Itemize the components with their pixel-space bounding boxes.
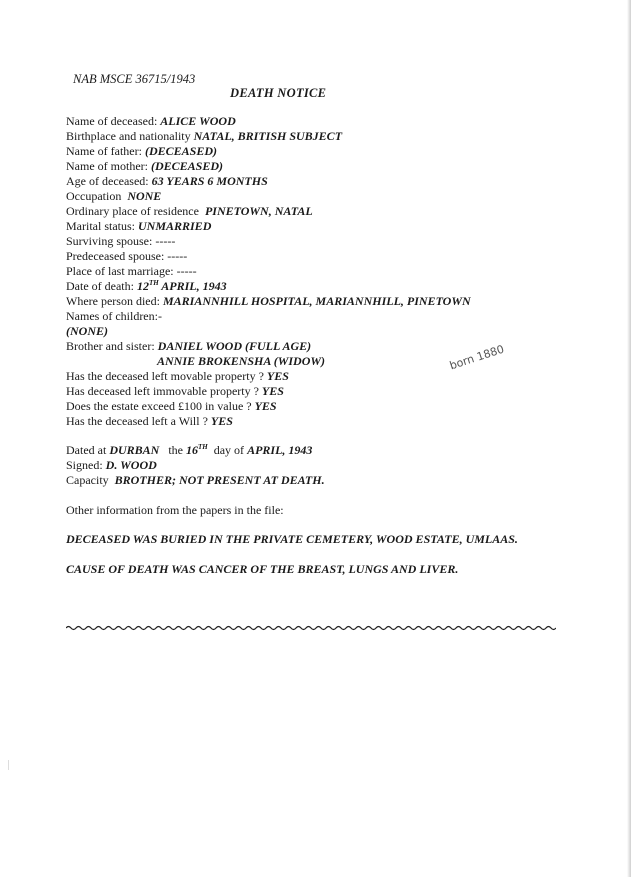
capacity-value: BROTHER; NOT PRESENT AT DEATH. (114, 473, 325, 487)
children-value: (NONE) (66, 324, 108, 338)
death-date-value: 12TH APRIL, 1943 (136, 279, 227, 293)
occupation-line (66, 189, 161, 204)
dated-day: 16TH (186, 443, 208, 457)
age-value: 63 YEARS 6 MONTHS (151, 174, 268, 188)
sibling-2-value: ANNIE BROKENSHA (WIDOW) (157, 354, 326, 368)
signed-line (66, 458, 157, 473)
scan-speck (8, 760, 9, 770)
age-line (66, 174, 268, 189)
immovable-property-line (66, 384, 284, 399)
will-line (66, 414, 233, 429)
birthplace-line (66, 129, 342, 144)
immovable-value: YES (261, 384, 284, 398)
other-info-intro: Other information from the papers in the file: (66, 503, 284, 517)
father-label: Name of father: (66, 144, 142, 158)
mother-value: (DECEASED) (150, 159, 224, 173)
movable-value: YES (266, 369, 289, 383)
capacity-line (66, 473, 325, 488)
dated-date: APRIL, 1943 (247, 443, 313, 457)
birthplace-label: Birthplace and nationality (66, 129, 191, 143)
signed-value: D. WOOD (105, 458, 157, 472)
place-of-death-label: Where person died: (66, 294, 160, 308)
dated-line: Dated at DURBAN the 16TH day of APRIL, 1943 (66, 443, 313, 457)
sibling-1-value: DANIEL WOOD (FULL AGE) (157, 339, 312, 353)
marital-value: UNMARRIED (138, 219, 212, 233)
death-date-label: Date of death: (66, 279, 134, 293)
wavy-divider (66, 624, 556, 632)
handwritten-note: born 1880 (448, 342, 506, 373)
burial-note: DECEASED WAS BURIED IN THE PRIVATE CEMETERY, WOOD ESTATE, UMLAAS. (66, 532, 518, 546)
document-title: DEATH NOTICE (230, 86, 327, 100)
name-label: Name of deceased: (66, 114, 158, 128)
movable-property-line (66, 369, 289, 384)
scan-edge-shadow (627, 0, 631, 877)
birthplace-value: NATAL, BRITISH SUBJECT (193, 129, 343, 143)
siblings-line (66, 339, 311, 354)
dated-place: DURBAN (109, 443, 160, 457)
age-label: Age of deceased: (66, 174, 149, 188)
father-line (66, 144, 217, 159)
mother-label: Name of mother: (66, 159, 148, 173)
siblings-label: Brother and sister: (66, 339, 155, 353)
place-of-death-line (66, 294, 471, 309)
place-of-death-value: MARIANNHILL HOSPITAL, MARIANNHILL, PINETOWN (162, 294, 471, 308)
surviving-spouse-line: Surviving spouse: ----- (66, 234, 176, 248)
will-label: Has the deceased left a Will ? (66, 414, 208, 428)
capacity-label: Capacity (66, 473, 109, 487)
movable-label: Has the deceased left movable property ? (66, 369, 264, 383)
last-marriage-line: Place of last marriage: ----- (66, 264, 197, 278)
name-line (66, 114, 236, 129)
predeceased-spouse-line: Predeceased spouse: ----- (66, 249, 188, 263)
estate-value: YES (254, 399, 277, 413)
estate-label: Does the estate exceed £100 in value ? (66, 399, 252, 413)
death-date-line (66, 279, 227, 294)
residence-label: Ordinary place of residence (66, 204, 199, 218)
cause-of-death-note: CAUSE OF DEATH WAS CANCER OF THE BREAST, LUNGS AND LIVER. (66, 562, 459, 576)
children-label: Names of children:- (66, 309, 162, 323)
name-value: ALICE WOOD (160, 114, 236, 128)
residence-value: PINETOWN, NATAL (204, 204, 313, 218)
dated-label: Dated at (66, 443, 107, 457)
residence-line (66, 204, 313, 219)
will-value: YES (210, 414, 233, 428)
mother-line (66, 159, 223, 174)
marital-line (66, 219, 211, 234)
estate-value-line (66, 399, 277, 414)
marital-label: Marital status: (66, 219, 135, 233)
occupation-value: NONE (127, 189, 162, 203)
signed-label: Signed: (66, 458, 103, 472)
father-value: (DECEASED) (144, 144, 217, 158)
archive-reference: NAB MSCE 36715/1943 (73, 72, 196, 86)
immovable-label: Has deceased left immovable property ? (66, 384, 259, 398)
occupation-label: Occupation (66, 189, 122, 203)
